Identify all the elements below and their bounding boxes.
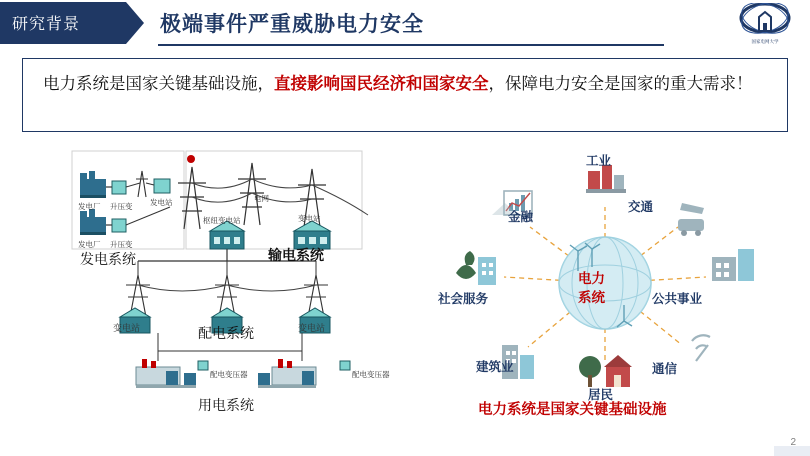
label-grid: 电网 [254,194,269,203]
sector-label-construction: 建筑业 [476,360,514,374]
sector-label-communication: 通信 [652,362,678,376]
transport-icon [678,203,704,236]
label-substation-left: 变电站 [113,323,141,333]
power-system-sectors-diagram [420,145,790,435]
label-substation-right: 变电站 [298,323,326,333]
statement-part2: ，保障电力安全是国家的重大需求！ [488,75,753,93]
statement-part1: 电力系统是国家关键基础设施， [43,75,274,93]
label-distribution-transformer-2: 配电变压器 [352,370,390,379]
key-statement-box [22,58,788,132]
figure-right-caption: 电力系统是国家关键基础设施 [478,402,667,418]
power-system-chain-diagram [58,145,408,425]
chain-diagram-svg [58,145,408,425]
center-label-line2: 系统 [578,290,605,305]
sector-label-finance: 金融 [508,210,534,224]
title-underline [158,44,664,46]
stage-label-consumption: 用电系统 [198,397,254,413]
university-logo [734,3,796,47]
section-tag-arrow [126,2,144,44]
factory-icon [586,165,626,193]
label-hub-substation: 枢纽变电站 [203,216,241,225]
label-step-up-transformer-1: 升压变 [110,202,133,211]
statement-highlight: 直接影响国民经济和国家安全 [274,75,489,93]
center-label-line1: 电力 [578,271,605,286]
label-generation-station: 发电站 [150,198,173,207]
label-substation-top: 变电站 [298,214,321,223]
public-utility-icon [712,249,754,281]
sector-label-industry: 工业 [586,154,612,168]
slide-header [0,0,810,50]
antenna-icon [692,335,710,361]
social-service-icon [456,251,496,285]
sector-label-transport: 交通 [628,200,654,214]
label-generation-plant-1: 发电厂 [78,202,101,211]
svg-text:国家电网大学: 国家电网大学 [751,39,779,44]
stage-label-transmission: 输电系统 [268,247,324,263]
label-distribution-transformer-1: 配电变压器 [210,370,248,379]
page-title: 极端事件严重威胁电力安全 [160,13,424,36]
page-number: 2 [790,437,796,448]
stage-label-generation: 发电系统 [80,251,136,267]
sector-label-residents: 居民 [588,388,614,402]
sector-label-social-service: 社会服务 [438,292,489,306]
section-tag-label: 研究背景 [12,16,81,33]
stage-label-distribution: 配电系统 [198,325,254,341]
label-step-up-transformer-2: 升压变 [110,240,133,249]
label-generation-plant-2: 发电厂 [78,240,101,249]
sector-label-public-utility: 公共事业 [652,292,703,306]
